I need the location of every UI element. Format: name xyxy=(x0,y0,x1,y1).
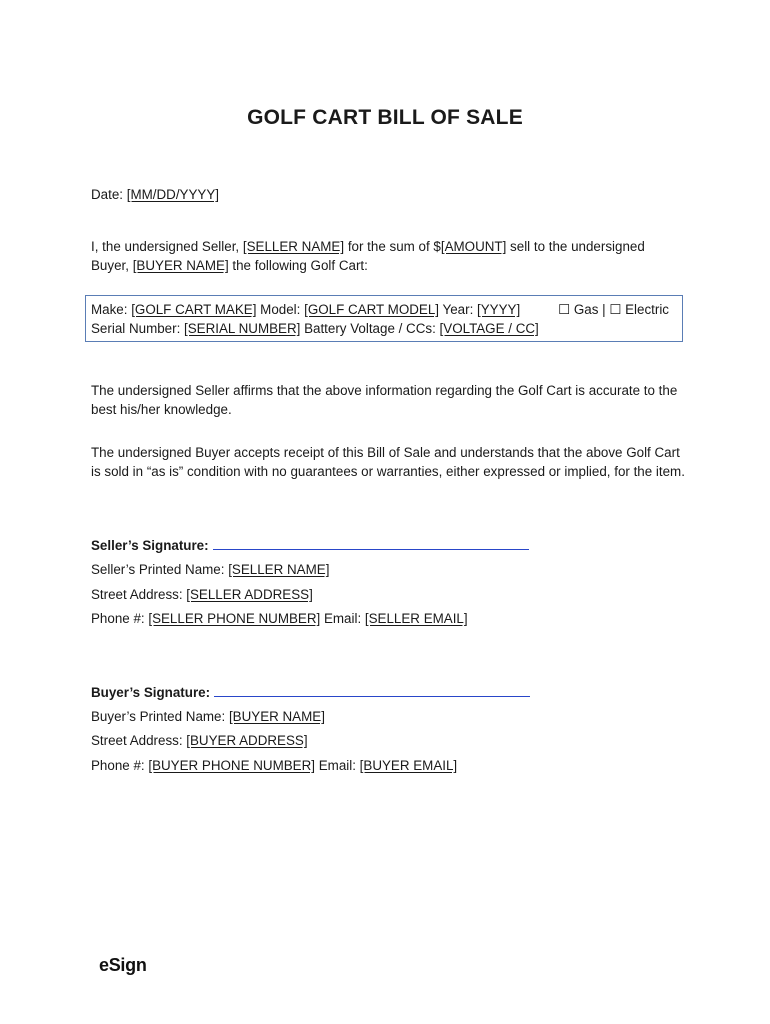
date-label: Date: xyxy=(91,187,127,202)
buyer-address-field[interactable]: [BUYER ADDRESS] xyxy=(186,733,308,748)
seller-printed-name-row xyxy=(91,562,329,577)
make-label: Make: xyxy=(91,302,132,317)
buyer-phone-field[interactable]: [BUYER PHONE NUMBER] xyxy=(148,758,316,773)
seller-contact-row xyxy=(91,611,468,626)
year-field[interactable]: [YYYY] xyxy=(477,302,521,317)
seller-signature-row xyxy=(91,537,529,553)
buyer-phone-label: Phone #: xyxy=(91,758,149,773)
make-field[interactable]: [GOLF CART MAKE] xyxy=(131,302,257,317)
cart-line-1 xyxy=(91,302,520,317)
buyer-printed-name-field[interactable]: [BUYER NAME] xyxy=(228,709,325,724)
intro-text-1: I, the undersigned Seller, xyxy=(91,239,243,254)
buyer-printed-name-row xyxy=(91,709,325,724)
golf-cart-details-box xyxy=(85,295,683,342)
buyer-signature-label: Buyer’s Signature: xyxy=(91,685,211,700)
seller-email-label: Email: xyxy=(320,611,365,626)
serial-field[interactable]: [SERIAL NUMBER] xyxy=(184,321,301,336)
seller-address-label: Street Address: xyxy=(91,587,187,602)
date-field[interactable]: [MM/DD/YYYY] xyxy=(126,187,219,202)
year-label: Year: xyxy=(439,302,478,317)
seller-affirmation: The undersigned Seller affirms that the above information regarding the Golf Cart is accurate to the best his/her knowledge. xyxy=(91,383,678,417)
seller-email-field[interactable]: [SELLER EMAIL] xyxy=(364,611,468,626)
esign-logo: eSign xyxy=(99,955,147,975)
buyer-acceptance: The undersigned Buyer accepts receipt of this Bill of Sale and understands that the above Golf Cart is sold in “as is” condition with no guarantees or warranties, either expressed or implied, for the item. xyxy=(91,445,685,479)
fuel-type-checkboxes[interactable]: ☐ Gas | ☐ Electric xyxy=(558,302,669,317)
model-label: Model: xyxy=(256,302,305,317)
buyer-name-field[interactable]: [BUYER NAME] xyxy=(132,258,229,273)
seller-name-field[interactable]: [SELLER NAME] xyxy=(242,239,345,254)
seller-phone-field[interactable]: [SELLER PHONE NUMBER] xyxy=(148,611,321,626)
seller-printed-name-label: Seller’s Printed Name: xyxy=(91,562,229,577)
buyer-signature-line[interactable] xyxy=(214,684,530,697)
buyer-signature-row xyxy=(91,684,530,700)
date-line xyxy=(91,185,219,204)
intro-paragraph xyxy=(91,237,676,275)
voltage-field[interactable]: [VOLTAGE / CC] xyxy=(439,321,539,336)
cart-line-2 xyxy=(91,321,539,336)
buyer-address-label: Street Address: xyxy=(91,733,187,748)
intro-text-4: the following Golf Cart: xyxy=(228,258,368,273)
seller-address-row xyxy=(91,587,313,602)
intro-text-3: sell to the undersigned Buyer, xyxy=(91,239,645,273)
seller-printed-name-field[interactable]: [SELLER NAME] xyxy=(228,562,330,577)
seller-phone-label: Phone #: xyxy=(91,611,149,626)
voltage-label: Battery Voltage / CCs: xyxy=(300,321,440,336)
buyer-email-label: Email: xyxy=(315,758,360,773)
document-title: GOLF CART BILL OF SALE xyxy=(247,106,523,129)
model-field[interactable]: [GOLF CART MODEL] xyxy=(304,302,440,317)
intro-text-2: for the sum of $ xyxy=(344,239,441,254)
buyer-printed-name-label: Buyer’s Printed Name: xyxy=(91,709,229,724)
seller-address-field[interactable]: [SELLER ADDRESS] xyxy=(186,587,313,602)
seller-signature-label: Seller’s Signature: xyxy=(91,538,209,553)
buyer-email-field[interactable]: [BUYER EMAIL] xyxy=(359,758,458,773)
serial-label: Serial Number: xyxy=(91,321,185,336)
amount-field[interactable]: [AMOUNT] xyxy=(440,239,507,254)
buyer-contact-row xyxy=(91,758,457,773)
buyer-address-row xyxy=(91,733,308,748)
seller-signature-line[interactable] xyxy=(213,537,529,550)
